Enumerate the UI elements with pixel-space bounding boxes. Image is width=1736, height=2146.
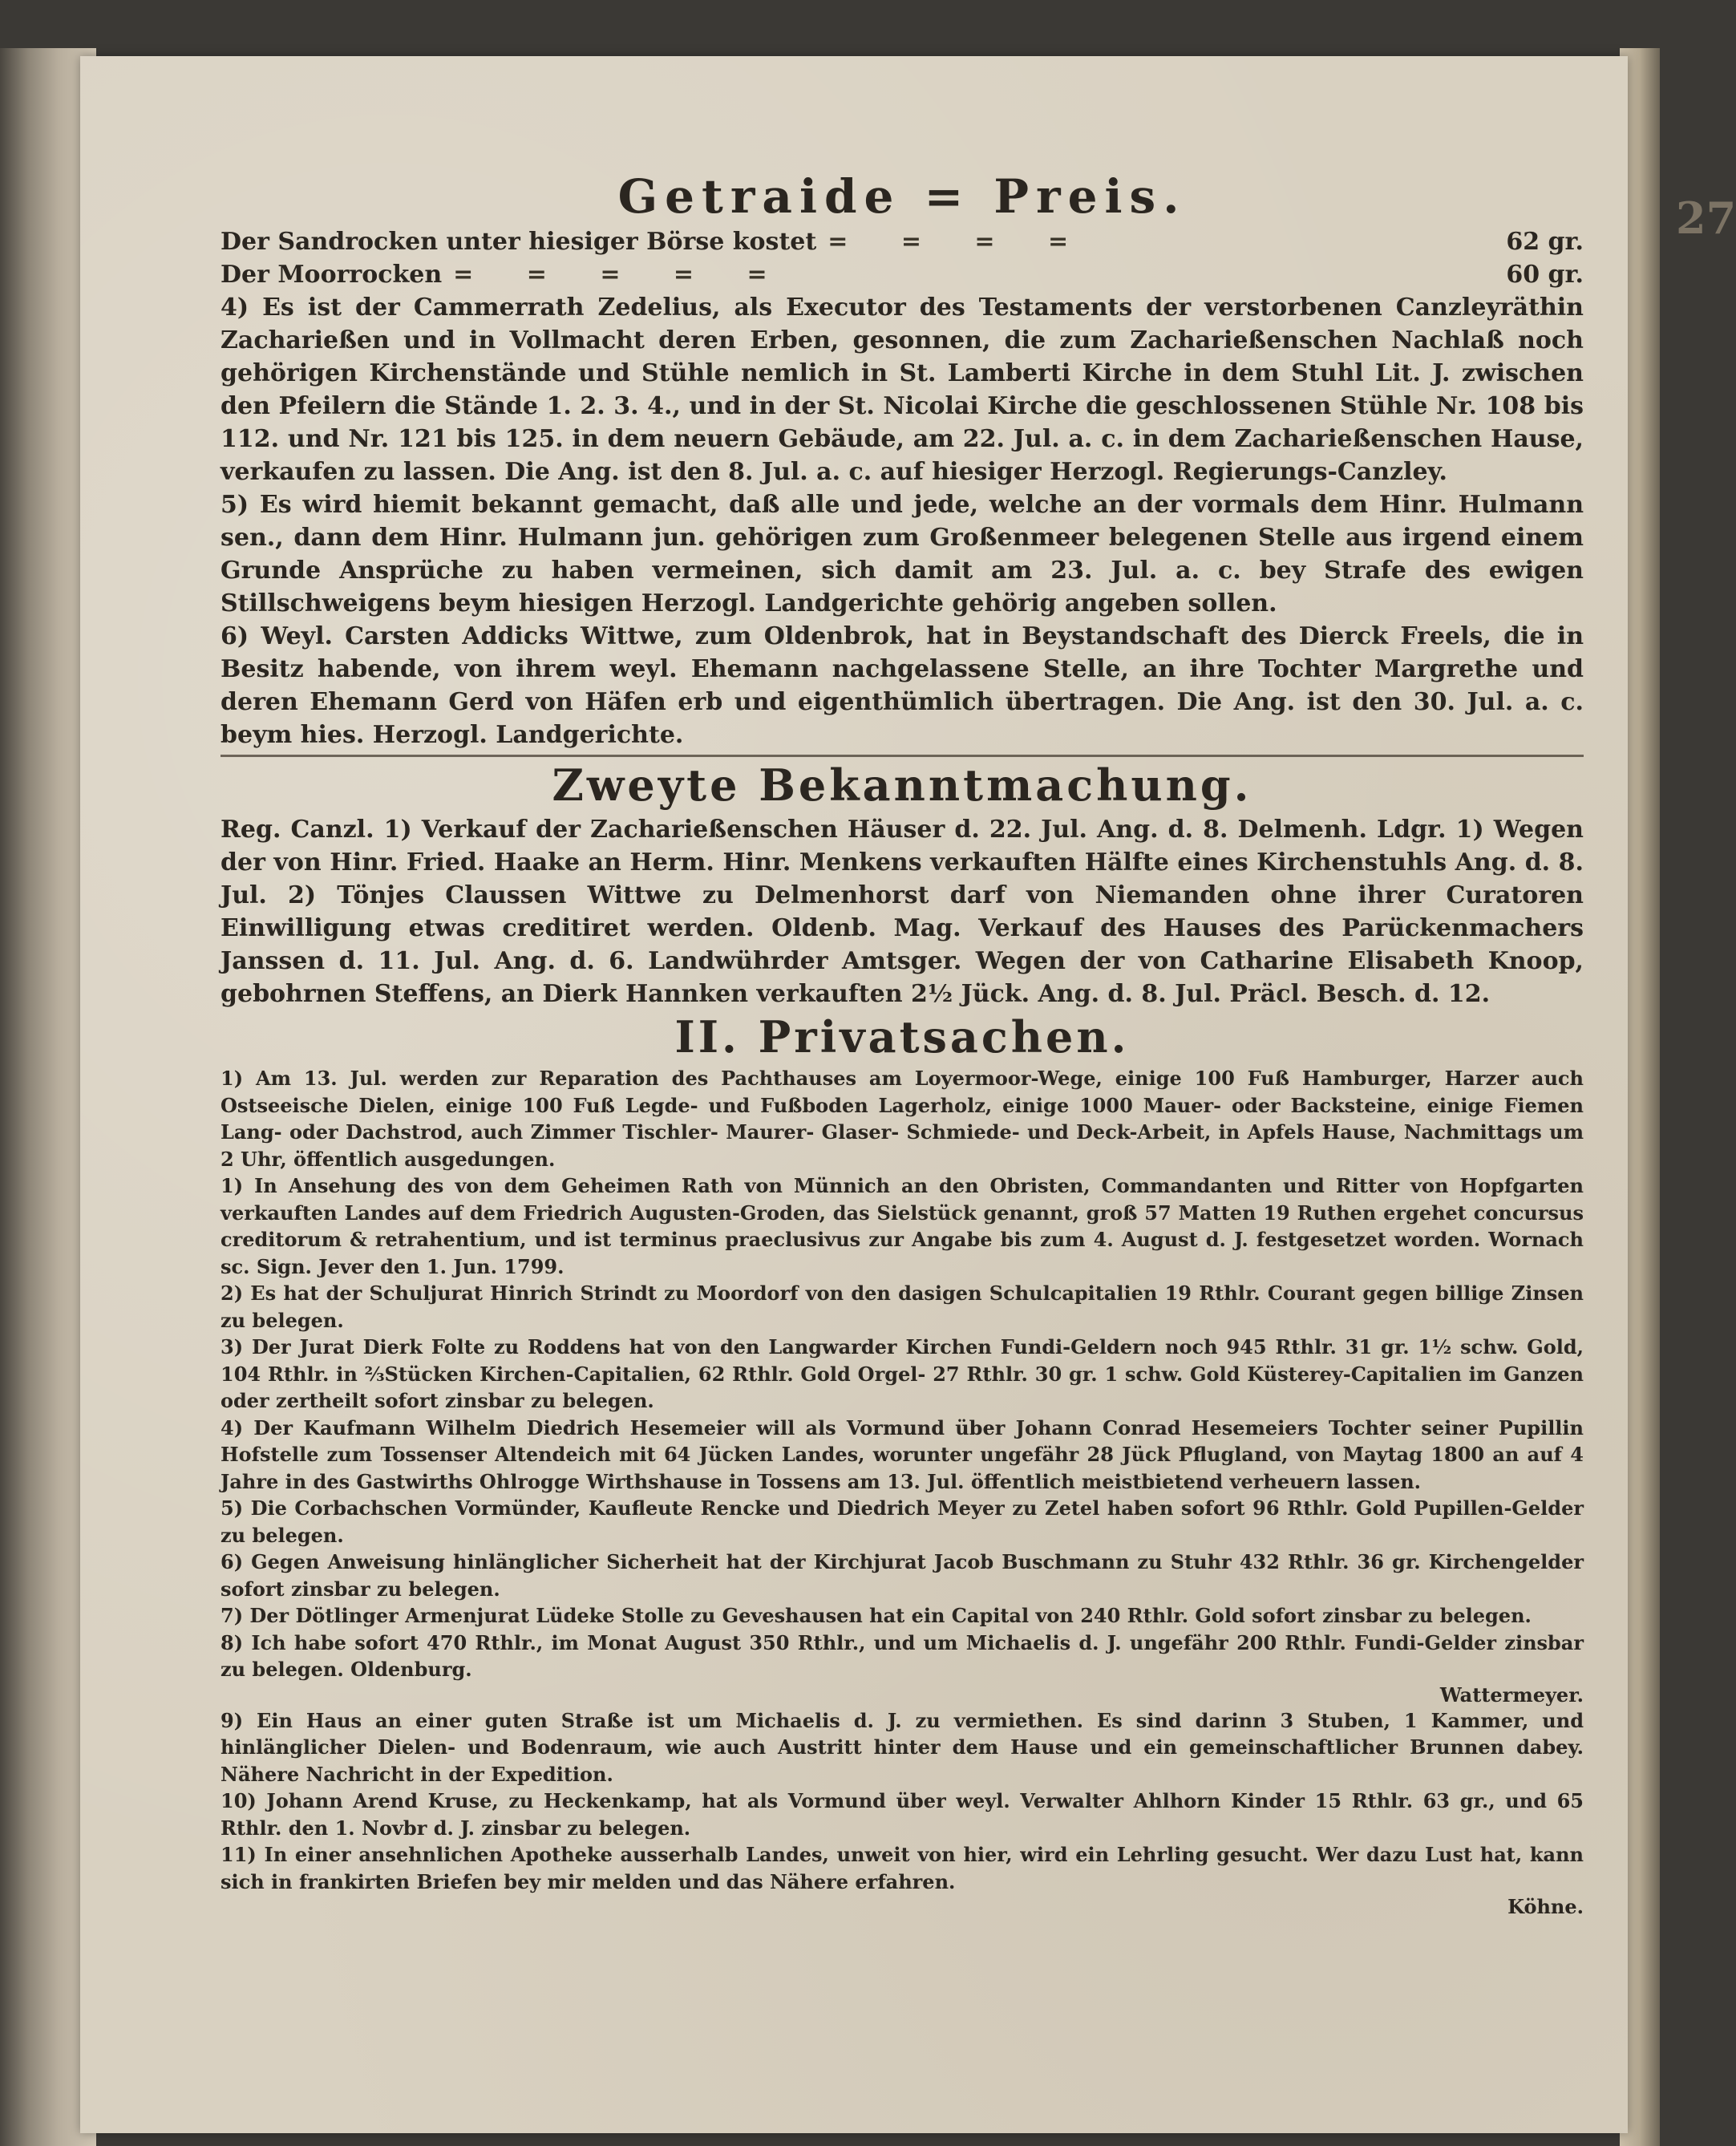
notice-paragraph: 4) Es ist der Cammerrath Zedelius, als Executor des Testaments der verstorbenen Canzleyräthin Zacharießen und in Vollmacht deren Erben, gesonnen, die zum Zacharießenschen Nachlaß noch gehörigen Kirchenstände und Stühle nemlich in St. Lamberti Kirche in dem Stuhl Lit. J. zwischen den Pfeilern die Stände 1. 2. 3. 4., und in der St. Nicolai Kirche die geschlossenen Stühle Nr. 108 bis 112. und Nr. 121 bis 125. in dem neuern Gebäude, am 22. Jul. a. c. in dem Zacharießenschen Hause, verkaufen zu lassen. Die Ang. ist den 8. Jul. a. c. auf hiesiger Herzogl. Regierungs-Canzley. bbox=[221, 294, 1584, 486]
private-notice: 11) In einer ansehnlichen Apotheke ausserhalb Landes, unweit von hier, wird ein Lehrling gesucht. Wer dazu Lust hat, kann sich in frankirten Briefen bey mir melden und das Nähere erfahren. bbox=[221, 1843, 1584, 1893]
price-value: 60 gr. bbox=[1506, 261, 1584, 289]
second-announcement-text: Reg. Canzl. 1) Verkauf der Zacharießenschen Häuser d. 22. Jul. Ang. d. 8. Delmenh. Ldgr. 1) Wegen der von Hinr. Fried. Haake an Herm. Hinr. Menkens verkauften Hälfte eines Kirchenstuhls Ang. d. 8. Jul. 2) Tönjes Claussen Wittwe zu Delmenhorst darf von Niemanden ohne ihrer Curatoren Einwilligung etwas creditiret werden. Oldenb. Mag. Verkauf des Hauses des Parückenmachers Janssen d. 11. Jul. Ang. d. 6. Landwührder Amtsger. Wegen der von Catharine Elisabeth Knoop, gebohrnen Steffens, an Dierk Hannken verkauften 2½ Jück. Ang. d. 8. Jul. Präcl. Besch. d. 12. bbox=[221, 816, 1584, 1008]
price-row bbox=[221, 258, 1584, 291]
price-leader: = = = = bbox=[828, 228, 1091, 256]
price-label: Der Moorrocken bbox=[221, 261, 443, 289]
private-notice: 1) In Ansehung des von dem Geheimen Rath von Münnich an den Obristen, Commandanten und Ritter von Hopfgarten verkauften Landes auf dem Friedrich Augusten-Groden, das Sielstück genannt, groß 57 Matten 19 Ruthen ergehet concursus creditorum & retrahentium, und ist terminus praeclusivus zur Angabe bis zum 4. August d. J. festgesetzet worden. Wornach sc. Sign. Jever den 1. Jun. 1799. bbox=[221, 1174, 1584, 1278]
second-announcement-title: Zweyte Bekanntmachung. bbox=[552, 759, 1252, 811]
price-label: Der Sandrocken unter hiesiger Börse kostet bbox=[221, 228, 817, 256]
section-divider bbox=[221, 755, 1584, 757]
page-number: 27 bbox=[1676, 192, 1736, 244]
private-notice: 7) Der Dötlinger Armenjurat Lüdeke Stolle zu Geveshausen hat ein Capital von 240 Rthlr. Gold sofort zinsbar zu belegen. bbox=[221, 1604, 1532, 1627]
signature-line bbox=[221, 1683, 1584, 1707]
notice-paragraph: 5) Es wird hiemit bekannt gemacht, daß alle und jede, welche an der vormals dem Hinr. Hulmann sen., dann dem Hinr. Hulmann jun. gehörigen zum Großenmeer belegenen Stelle aus irgend einem Grunde Ansprüche zu haben vermeinen, sich damit am 23. Jul. a. c. bey Strafe des ewigen Stillschweigens beym hiesigen Herzogl. Landgerichte gehörig angeben sollen. bbox=[221, 491, 1584, 617]
signature: Köhne. bbox=[1507, 1895, 1584, 1918]
private-notice: 6) Gegen Anweisung hinlänglicher Sicherheit hat der Kirchjurat Jacob Buschmann zu Stuhr 432 Rthlr. 36 gr. Kirchengelder sofort zinsbar zu belegen. bbox=[221, 1550, 1584, 1601]
private-notice: 9) Ein Haus an einer guten Straße ist um Michaelis d. J. zu vermiethen. Es sind darinn 3 Stuben, 1 Kammer, und hinlänglicher Dielen- und Bodenraum, wie auch Austritt hinter dem Hause und ein gemeinschaftlicher Brunnen dabey. Nähere Nachricht in der Expedition. bbox=[221, 1708, 1584, 1786]
private-notice: 1) Am 13. Jul. werden zur Reparation des Pachthauses am Loyermoor-Wege, einige 100 Fuß Hamburger, Harzer auch Ostseeische Dielen, einige 100 Fuß Legde- und Fußboden Lagerholz, einige 1000 Mauer- oder Backsteine, einige Fiemen Lang- oder Dachstrod, auch Zimmer Tischler- Maurer- Glaser- Schmiede- und Deck-Arbeit, in Apfels Hause, Nachmittags um 2 Uhr, öffentlich ausgedungen. bbox=[221, 1067, 1584, 1171]
signature-line bbox=[221, 1895, 1584, 1919]
price-value: 62 gr. bbox=[1506, 228, 1584, 256]
signature: Wattermeyer. bbox=[1439, 1682, 1584, 1707]
private-notice: 4) Der Kaufmann Wilhelm Diedrich Hesemeier will als Vormund über Johann Conrad Hesemeiers Tochter seiner Pupillin Hofstelle zum Tossenser Altendeich mit 64 Jücken Landes, worunter ungefähr 28 Jück Pflugland, von Maytag 1800 an auf 4 Jahre in des Gastwirths Ohlrogge Wirthshause in Tossens am 13. Jul. öffentlich meistbietend verheuern lassen. bbox=[221, 1415, 1584, 1493]
private-notice: 2) Es hat der Schuljurat Hinrich Strindt zu Moordorf von den dasigen Schulcapitalien 19 Rthlr. Courant gegen billige Zinsen zu belegen. bbox=[221, 1282, 1584, 1332]
notice-paragraph: 6) Weyl. Carsten Addicks Wittwe, zum Oldenbrok, hat in Beystandschaft des Dierck Freels, die in Besitz habende, von ihrem weyl. Ehemann nachgelassene Stelle, an ihre Tochter Margrethe und deren Ehemann Gerd von Häfen erb und eigenthümlich übertragen. Die Ang. ist den 30. Jul. a. c. beym hies. Herzogl. Landgerichte. bbox=[221, 622, 1584, 749]
private-notice: 3) Der Jurat Dierk Folte zu Roddens hat von den Langwarder Kirchen Fundi-Geldern noch 945 Rthlr. 31 gr. 1½ schw. Gold, 104 Rthlr. in ⅔Stücken Kirchen-Capitalien, 62 Rthlr. Gold Orgel- 27 Rthlr. 30 gr. 1 schw. Gold Küsterey-Capitalien im Ganzen oder zertheilt sofort zinsbar zu belegen. bbox=[221, 1335, 1584, 1412]
private-matters-title: II. Privatsachen. bbox=[674, 1011, 1130, 1063]
price-row bbox=[221, 225, 1584, 258]
private-notice: 10) Johann Arend Kruse, zu Heckenkamp, hat als Vormund über weyl. Verwalter Ahlhorn Kinder 15 Rthlr. 63 gr., und 65 Rthlr. den 1. Novbr d. J. zinsbar zu belegen. bbox=[221, 1789, 1584, 1840]
price-leader: = = = = = bbox=[453, 261, 790, 289]
page-content bbox=[221, 169, 1584, 1919]
private-notice: 5) Die Corbachschen Vormünder, Kaufleute Rencke und Diedrich Meyer zu Zetel haben sofort 96 Rthlr. Gold Pupillen-Gelder zu belegen. bbox=[221, 1496, 1584, 1547]
grain-price-title: Getraide = Preis. bbox=[617, 169, 1187, 224]
private-notice: 8) Ich habe sofort 470 Rthlr., im Monat August 350 Rthlr., und um Michaelis d. J. ungefähr 200 Rthlr. Fundi-Gelder zinsbar zu belegen. Oldenburg. bbox=[221, 1630, 1584, 1681]
